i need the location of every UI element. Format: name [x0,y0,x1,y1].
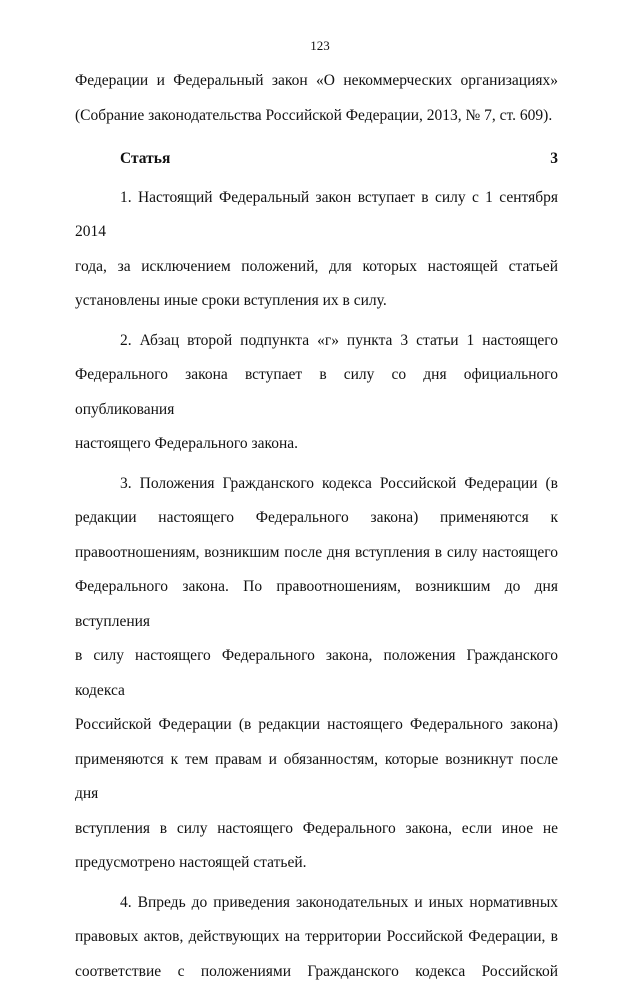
text-line: настоящего Федерального закона. [75,435,299,452]
intro-text [75,64,558,133]
text-line: применяются к тем правам и обязанностям, которые возникнут после дня [75,750,558,802]
paragraph-1 [75,181,558,319]
text-line: Российской Федерации (в редакции настоящего Федерального закона) [75,716,558,733]
text-line: Федерации и Федеральный закон «О некоммерческих организациях» [75,72,558,89]
text-line: Федерального закона вступает в силу со дня официального опубликования [75,366,558,418]
article-heading: Статья 3 [120,150,558,167]
paragraph-2 [75,324,558,462]
paragraph-4 [75,886,558,990]
text-line: 4. Впредь до приведения законодательных и иных нормативных [120,893,558,911]
text-line: соответствие с положениями Гражданского кодекса Российской [75,962,558,980]
text-line: правовых актов, действующих на территории Российской Федерации, в [75,928,558,945]
text-line: года, за исключением положений, для которых настоящей статьей [75,257,558,275]
text-line: вступления в силу настоящего Федерального закона, если иное не [75,819,558,837]
text-line: установлены иные сроки вступления их в силу. [75,292,387,309]
text-line: 2. Абзац второй подпункта «г» пункта 3 статьи 1 настоящего [120,331,558,349]
text-line: 3. Положения Гражданского кодекса Российской Федерации (в [120,474,558,492]
text-line: редакции настоящего Федерального закона) применяются к [75,509,558,526]
page-number: 123 [310,38,330,53]
text-line: предусмотрено настоящей статьей. [75,854,307,871]
text-line: правоотношениям, возникшим после дня вступления в силу настоящего [75,543,558,561]
text-line: в силу настоящего Федерального закона, положения Гражданского кодекса [75,647,558,699]
paragraph-3 [75,467,558,881]
text-line: 1. Настоящий Федеральный закон вступает в силу с 1 сентября 2014 [75,188,558,240]
document-body [75,64,558,994]
text-line: Федерального закона. По правоотношениям, возникшим до дня вступления [75,578,558,630]
text-line: (Собрание законодательства Российской Федерации, 2013, № 7, ст. 609). [75,106,553,124]
